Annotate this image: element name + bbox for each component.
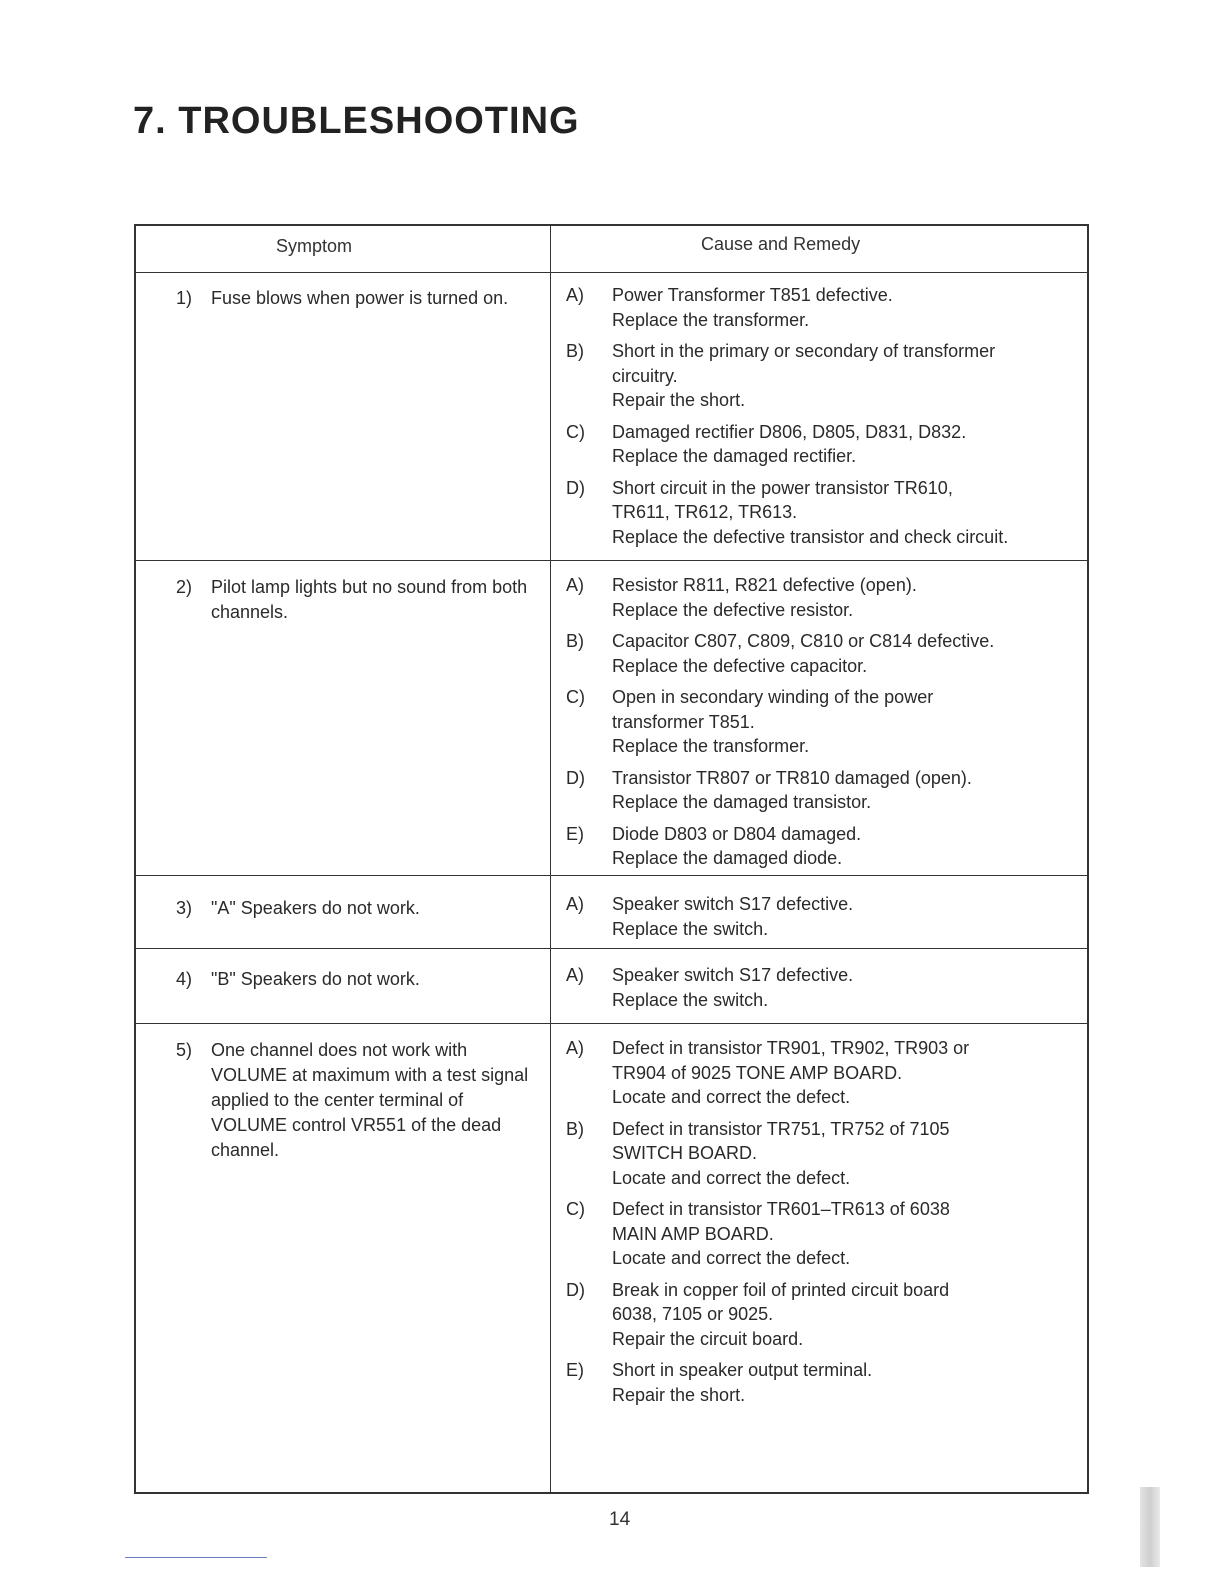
symptom-cell — [176, 896, 541, 921]
table-row — [136, 272, 1087, 561]
remedy-line: Locate and correct the defect. — [612, 1087, 851, 1107]
cause-letter: C) — [566, 421, 585, 442]
cause-letter: B) — [566, 341, 584, 361]
symptom-number: 5) — [176, 1040, 193, 1060]
cause-letter: A) — [566, 965, 584, 985]
cause-line: Power Transformer T851 defective. — [612, 285, 893, 305]
cause-item — [566, 573, 1076, 622]
remedy-line: Replace the defective resistor. — [612, 599, 854, 620]
scan-edge-shadow — [1140, 1487, 1160, 1567]
table-row — [136, 561, 1087, 876]
cause-letter: D) — [566, 767, 585, 788]
cause-cell — [566, 283, 1076, 556]
cause-letter: B) — [566, 631, 584, 651]
cause-letter: A) — [566, 575, 584, 595]
cause-letter: B) — [566, 1118, 584, 1139]
cause-line: Speaker switch S17 defective. — [612, 965, 854, 985]
cause-letter: D) — [566, 1279, 585, 1300]
symptom-number: 4) — [176, 969, 193, 989]
cause-cell — [566, 1036, 1076, 1414]
table-row — [136, 876, 1087, 949]
remedy-line: Locate and correct the defect. — [612, 1248, 851, 1268]
cause-item — [566, 1036, 1076, 1110]
symptom-cell — [176, 1038, 541, 1163]
cause-cell — [566, 892, 1076, 948]
symptom-number: 1) — [176, 288, 193, 308]
symptom-text: Pilot lamp lights but no sound from both channels. — [211, 577, 528, 622]
cause-line: TR904 of 9025 TONE AMP BOARD. — [612, 1062, 903, 1083]
cause-line: 6038, 7105 or 9025. — [612, 1304, 774, 1324]
cause-item — [566, 629, 1076, 678]
remedy-line: Repair the short. — [612, 390, 746, 410]
cause-line: MAIN AMP BOARD. — [612, 1223, 774, 1244]
remedy-line: Replace the damaged transistor. — [612, 792, 872, 812]
troubleshooting-table — [134, 224, 1089, 1494]
cause-item — [566, 766, 1076, 815]
remedy-line: Repair the short. — [612, 1384, 746, 1405]
cause-line: Short in the primary or secondary of transformer — [612, 341, 996, 361]
page-number: 14 — [609, 1509, 631, 1530]
cause-item — [566, 1117, 1076, 1191]
cause-line: transformer T851. — [612, 711, 755, 732]
table-header — [136, 226, 1087, 273]
header-symptom: Symptom — [276, 236, 353, 256]
cause-item — [566, 1197, 1076, 1271]
cause-letter: A) — [566, 894, 584, 914]
cause-letter: E) — [566, 823, 584, 844]
cause-cell — [566, 963, 1076, 1019]
symptom-text: "A" Speakers do not work. — [211, 898, 420, 918]
cause-line: Resistor R811, R821 defective (open). — [612, 575, 917, 595]
cause-letter: E) — [566, 1360, 584, 1380]
symptom-text: "B" Speakers do not work. — [211, 969, 420, 989]
cause-item — [566, 1358, 1076, 1407]
cause-line: circuitry. — [612, 365, 678, 386]
cause-line: Short in speaker output terminal. — [612, 1360, 873, 1380]
table-row — [136, 1024, 1087, 1494]
cause-line: Break in copper foil of printed circuit board — [612, 1279, 950, 1300]
cause-letter: C) — [566, 1199, 585, 1219]
symptom-cell — [176, 575, 541, 625]
cause-letter: A) — [566, 285, 584, 305]
cause-item — [566, 283, 1076, 332]
symptom-cell — [176, 967, 541, 992]
cause-item — [566, 1278, 1076, 1352]
remedy-line: Replace the transformer. — [612, 309, 810, 330]
remedy-line: Replace the damaged rectifier. — [612, 446, 857, 466]
cause-line: Defect in transistor TR601–TR613 of 6038 — [612, 1199, 950, 1219]
symptom-cell — [176, 286, 541, 311]
remedy-line: Replace the defective capacitor. — [612, 655, 868, 676]
cause-line: TR611, TR612, TR613. — [612, 502, 798, 522]
remedy-line: Replace the switch. — [612, 918, 769, 939]
cause-line: Speaker switch S17 defective. — [612, 894, 854, 914]
cause-item — [566, 339, 1076, 413]
remedy-line: Locate and correct the defect. — [612, 1167, 851, 1188]
remedy-line: Repair the circuit board. — [612, 1328, 804, 1349]
cause-letter: A) — [566, 1038, 584, 1058]
cause-line: Defect in transistor TR901, TR902, TR903 or — [612, 1038, 970, 1058]
cause-letter: C) — [566, 687, 585, 707]
cause-item — [566, 822, 1076, 871]
cause-item — [566, 476, 1076, 550]
cause-line: Capacitor C807, C809, C810 or C814 defective. — [612, 631, 995, 651]
remedy-line: Replace the transformer. — [612, 736, 810, 756]
cause-item — [566, 892, 1076, 941]
table-row — [136, 949, 1087, 1024]
cause-line: Damaged rectifier D806, D805, D831, D832. — [612, 421, 967, 442]
symptom-number: 3) — [176, 898, 193, 918]
remedy-line: Replace the defective transistor and check circuit. — [612, 526, 1009, 547]
remedy-line: Replace the switch. — [612, 989, 769, 1010]
cause-item — [566, 963, 1076, 1012]
symptom-number: 2) — [176, 577, 193, 597]
cause-letter: D) — [566, 477, 585, 498]
symptom-text: Fuse blows when power is turned on. — [211, 288, 509, 308]
cause-cell — [566, 573, 1076, 878]
cause-item — [566, 685, 1076, 759]
cause-line: Defect in transistor TR751, TR752 of 7105 — [612, 1118, 950, 1139]
page-title: 7. TROUBLESHOOTING — [133, 100, 580, 142]
symptom-text: One channel does not work with VOLUME at maximum with a test signal applied to the center terminal of VOLUME control VR551 of the dead channel. — [211, 1040, 529, 1160]
cause-line: Transistor TR807 or TR810 damaged (open). — [612, 767, 972, 788]
cause-line: Diode D803 or D804 damaged. — [612, 823, 862, 844]
cause-item — [566, 420, 1076, 469]
header-cause-remedy: Cause and Remedy — [701, 234, 861, 254]
remedy-line: Replace the damaged diode. — [612, 848, 843, 868]
cause-line: SWITCH BOARD. — [612, 1143, 758, 1163]
cause-line: Short circuit in the power transistor TR610, — [612, 477, 953, 498]
footer-rule — [125, 1557, 267, 1558]
cause-line: Open in secondary winding of the power — [612, 687, 934, 707]
